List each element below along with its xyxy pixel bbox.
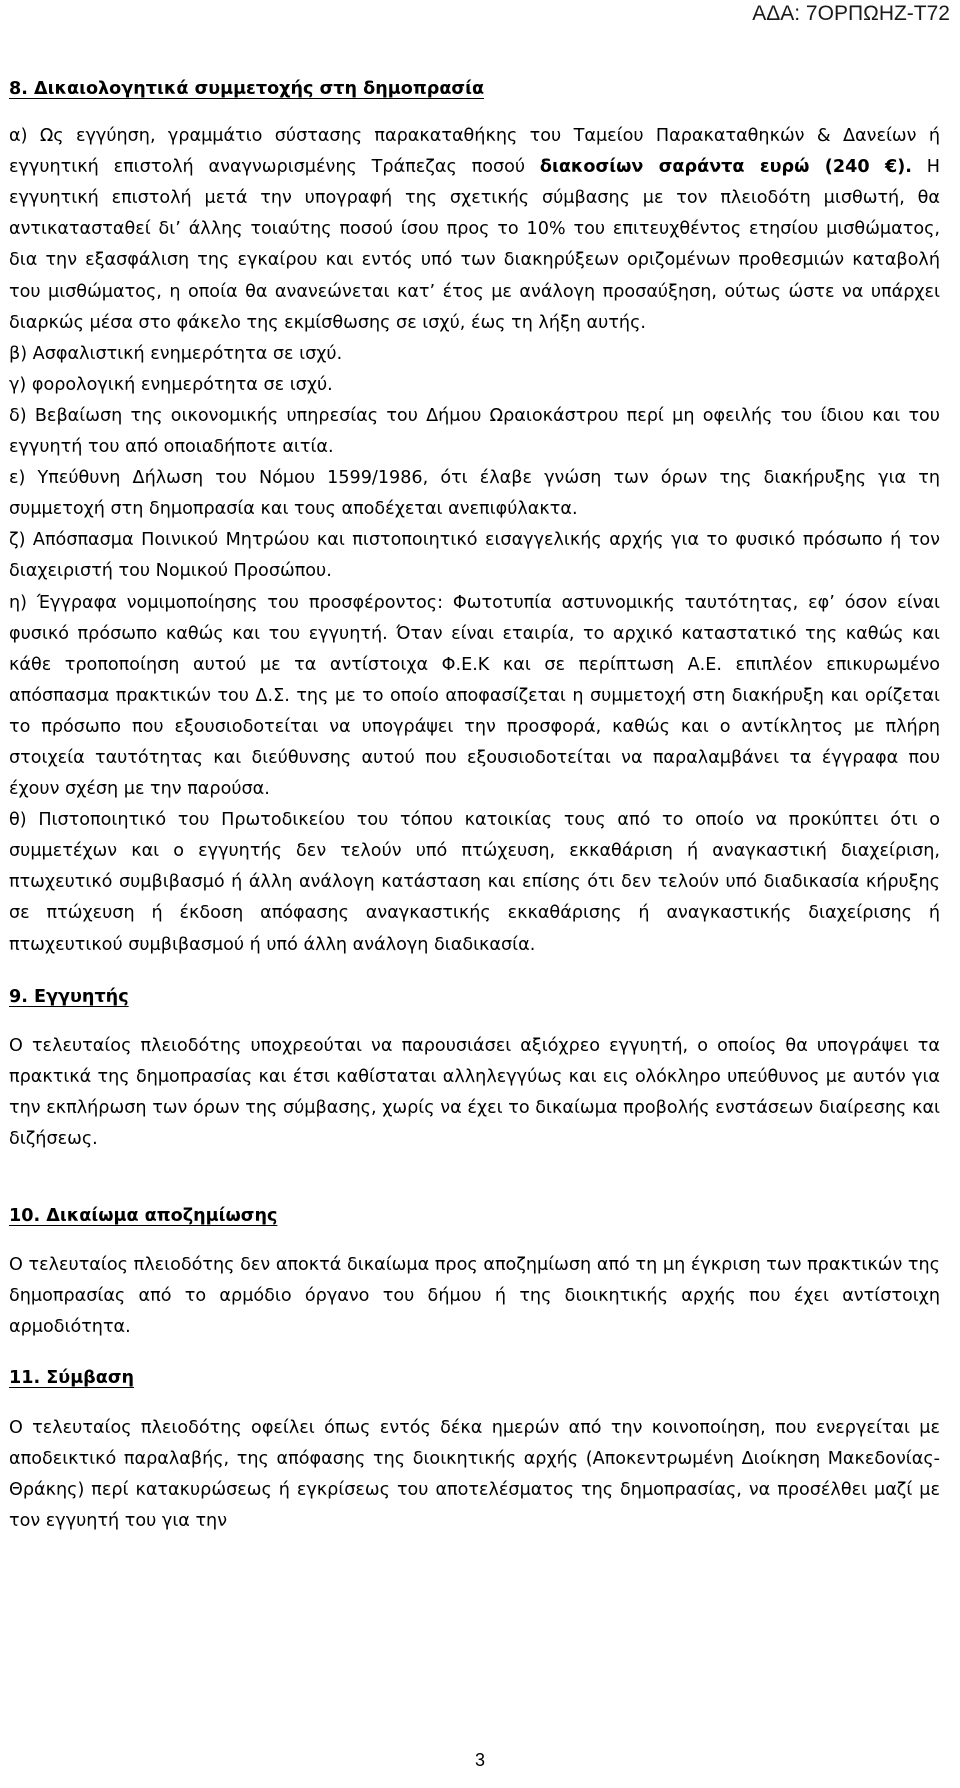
item-b: β) Ασφαλιστική ενημερότητα σε ισχύ. <box>9 343 343 364</box>
ada-code: ΑΔΑ: 7ΟΡΠΩΗΖ-Τ72 <box>752 2 950 25</box>
section-10-body: Ο τελευταίος πλειοδότης δεν αποκτά δικαίωμα προς αποζημίωση από τη μη έγκριση των πρακτικών της δημοπρασίας από το αρμόδιο όργανο του δήμου ή της διοικητικής αρχής που έχει αντίστοιχη αρμοδιότητα. <box>9 1255 940 1338</box>
item-a-text-1: α) Ως εγγύηση, γραμμάτιο σύστασης παρακαταθήκης του Ταμείου Παρακαταθηκών & Δανείων ή εγγυητική επιστολή αναγνωρισμένης Τράπεζας ποσού <box>9 126 940 178</box>
item-c: γ) φορολογική ενημερότητα σε ισχύ. <box>9 374 333 395</box>
page-number: 3 <box>474 1750 485 1770</box>
item-i: η) Έγγραφα νομιμοποίησης του προσφέροντος: Φωτοτυπία αστυνομικής ταυτότητας, εφ’ όσον είναι φυσικό πρόσωπο καθώς και του εγγυητή. Όταν είναι εταιρία, το αρχικό καταστατικό της καθώς και κάθε τροποποίηση αυτού με τα αντίστοιχα Φ.Ε.Κ και σε περίπτωση Α.Ε. επιπλέον επικυρωμένο απόσπασμα πρακτικών του Δ.Σ. της με το οποίο αποφασίζεται η συμμετοχή στη διακήρυξη και ορίζεται το πρόσωπο που εξουσιοδοτείται να υπογράψει την προσφορά, καθώς και ο αντίκλητος με πλήρη στοιχεία ταυτότητας και διεύθυνσης αυτού που εξουσιοδοτείται να παραλαμβάνει τα έγγραφα που έχουν σχέση με την παρούσα. <box>9 592 940 800</box>
document-body <box>9 74 940 1537</box>
section-10-heading: 10. Δικαίωμα αποζημίωσης <box>9 1206 278 1227</box>
section-11-heading: 11. Σύμβαση <box>9 1368 135 1389</box>
section-9-heading: 9. Εγγυητής <box>9 986 129 1007</box>
section-8-heading: 8. Δικαιολογητικά συμμετοχής στη δημοπρασία <box>9 79 485 99</box>
section-9-body: Ο τελευταίος πλειοδότης υποχρεούται να παρουσιάσει αξιόχρεο εγγυητή, ο οποίος θα υπογράψει τα πρακτικά της δημοπρασίας και έτσι καθίσταται αλληλεγγύως και εις ολόκληρο υπεύθυνος με αυτόν για την εκπλήρωση των όρων της σύμβασης, χωρίς να έχει το δικαίωμα προβολής ενστάσεων διαίρεσης και διζήσεως. <box>9 1035 940 1149</box>
item-a <box>9 121 940 339</box>
item-a-text-2: Η εγγυητική επιστολή μετά την υπογραφή της σχετικής σύμβασης με τον πλειοδότη μισθωτή, θα αντικατασταθεί δι’ άλλης τοιαύτης ποσού ίσου προς το 10% του επιτευχθέντος ετησίου μισθώματος, δια την εξασφάλιση της εγκαίρου και εντός υπό των διακηρύξεων οριζομένων προθεσμιών καταβολή του μισθώματος, η οποία θα ανανεώνεται κατ’ έτος με ανάλογη προσαύξηση, ούτως ώστε να υπάρχει διαρκώς μέσα στο φάκελο της εκμίσθωσης σε ισχύ, έως τη λήξη αυτής. <box>9 157 940 333</box>
item-th: θ) Πιστοποιητικό του Πρωτοδικείου του τόπου κατοικίας τους από το οποίο να προκύπτει ότι ο συμμετέχων και ο εγγυητής δεν τελούν υπό πτώχευση, εκκαθάριση ή αναγκαστική διαχείριση, πτωχευτικό συμβιβασμό ή άλλη ανάλογη κατάσταση και επίσης ότι δεν τελούν υπό διαδικασία κήρυξης σε πτώχευση ή έκδοση απόφασης αναγκαστικής εκκαθάρισης ή αναγκαστικής διαχείρισης ή πτωχευτικού συμβιβασμού ή υπό άλλη ανάλογη διαδικασία. <box>9 810 940 955</box>
item-a-amount: διακοσίων σαράντα ευρώ (240 €). <box>539 157 912 178</box>
item-d: δ) Βεβαίωση της οικονομικής υπηρεσίας του Δήμου Ωραιοκάστρου περί μη οφειλής του ίδιου και του εγγυητή του από οποιαδήποτε αιτία. <box>9 405 940 458</box>
item-e: ε) Υπεύθυνη Δήλωση του Νόμου 1599/1986, ότι έλαβε γνώση των όρων της διακήρυξης για τη συμμετοχή στη δημοπρασία και τους αποδέχεται ανεπιφύλακτα. <box>9 468 940 520</box>
section-11-body: Ο τελευταίος πλειοδότης οφείλει όπως εντός δέκα ημερών από την κοινοποίηση, που ενεργείται με αποδεικτικό παραλαβής, της απόφασης της διοικητικής αρχής (Αποκεντρωμένη Διοίκηση Μακεδονίας- Θράκης) περί κατακυρώσεως ή εγκρίσεως του αποτελέσματος της δημοπρασίας, να προσέλθει μαζί με τον εγγυητή του για την <box>9 1417 940 1531</box>
item-z: ζ) Απόσπασμα Ποινικού Μητρώου και πιστοποιητικό εισαγγελικής αρχής για το φυσικό πρόσωπο ή τον διαχειριστή του Νομικού Προσώπου. <box>9 530 940 582</box>
